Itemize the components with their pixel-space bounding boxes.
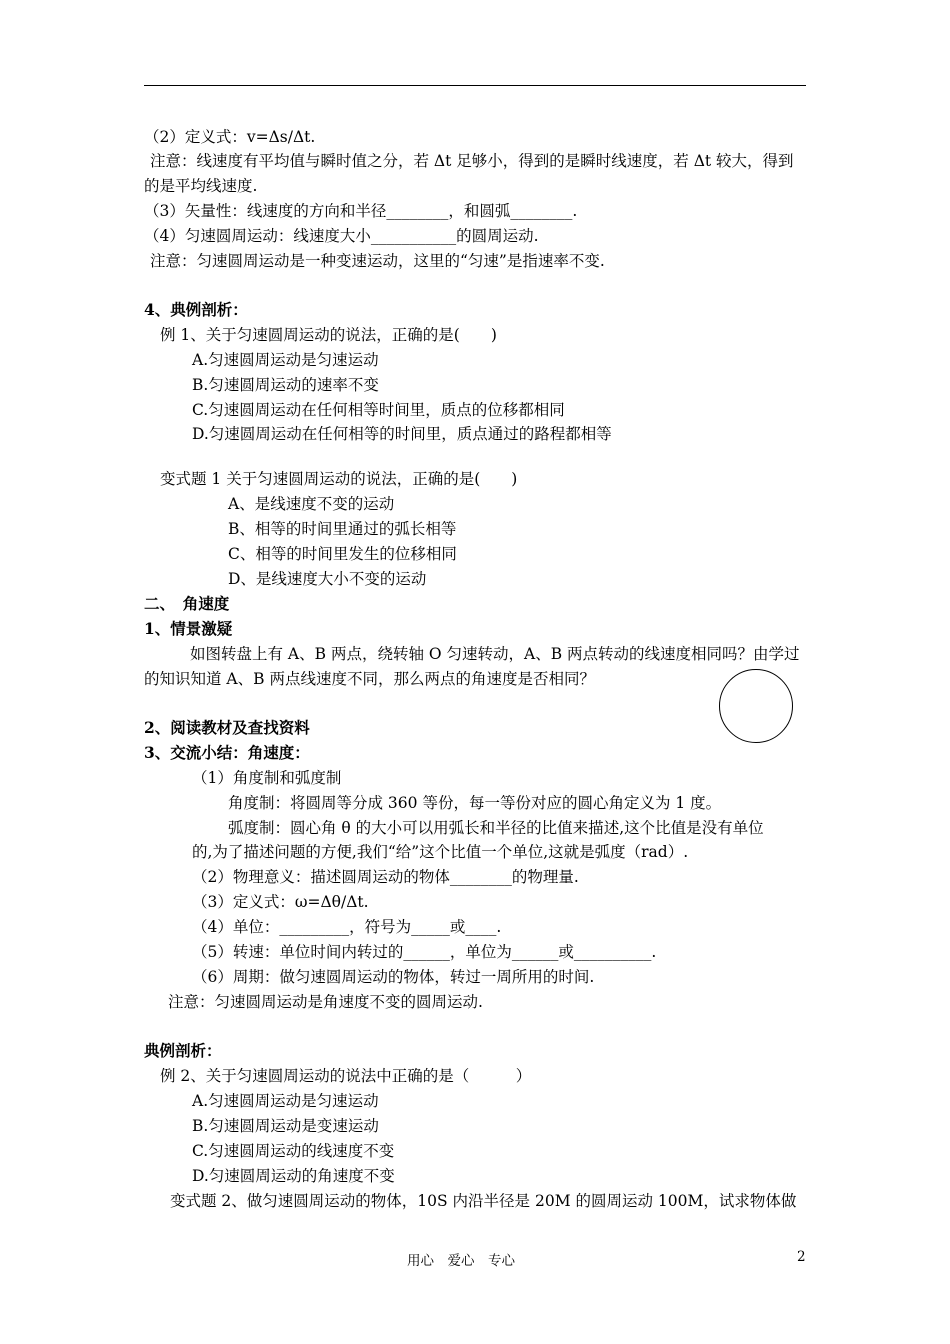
variant-1-option-d: D、是线速度大小不变的运动 [228,570,427,588]
radian-definition-cont: 的,为了描述问题的方便,我们“给”这个比值一个单位,这就是弧度（rad）. [192,843,689,861]
variant-1-option-a: A、是线速度不变的运动 [228,495,395,513]
degree-definition: 角度制：将圆周等分成 360 等份，每一等份对应的圆心角定义为 1 度。 [228,794,722,812]
item-rotation-speed: （5）转速：单位时间内转过的______，单位为______或__________. [192,943,657,961]
item-period: （6）周期：做匀速圆周运动的物体，转过一周所用的时间. [192,968,595,986]
note-constant-angular-velocity: 注意：匀速圆周运动是角速度不变的圆周运动. [168,993,483,1011]
heading-typical-examples: 典例剖析： [144,1041,222,1060]
example-2-option-d: D.匀速圆周运动的角速度不变 [192,1167,395,1185]
example-1-question: 例 1、关于匀速圆周运动的说法，正确的是( ) [160,326,497,344]
variant-1-option-b: B、相等的时间里通过的弧长相等 [228,520,457,538]
variant-2-question: 变式题 2、做匀速圆周运动的物体，10S 内沿半径是 20M 的圆周运动 100M，试求物体做 [170,1192,797,1210]
footer-motto: 用心 爱心 专心 [407,1253,515,1269]
subheading-summary: 3、交流小结：角速度： [144,743,310,762]
example-2-option-a: A.匀速圆周运动是匀速运动 [192,1092,379,1110]
note-instantaneous: 注意：线速度有平均值与瞬时值之分，若 Δt 足够小，得到的是瞬时线速度，若 Δt 较大，得到 [150,152,794,170]
page-number: 2 [797,1249,806,1265]
item-degree-radian: （1）角度制和弧度制 [192,769,342,787]
uniform-motion-line: （4）匀速圆周运动：线速度大小___________的圆周运动. [144,227,539,245]
item-unit: （4）单位：_________，符号为_____或____. [192,918,502,936]
radian-definition: 弧度制：圆心角 θ 的大小可以用弧长和半径的比值来描述,这个比值是没有单位 [228,819,764,837]
note-variable-speed: 注意：匀速圆周运动是一种变速运动，这里的“匀速”是指速率不变. [150,252,605,270]
variant-1-question: 变式题 1 关于匀速圆周运动的说法，正确的是( ) [160,470,518,488]
example-1-option-a: A.匀速圆周运动是匀速运动 [192,351,379,369]
section-heading-examples: 4、典例剖析： [144,300,248,319]
example-2-question: 例 2、关于匀速圆周运动的说法中正确的是（ ） [160,1067,532,1085]
example-1-option-b: B.匀速圆周运动的速率不变 [192,376,379,394]
item-physical-meaning: （2）物理意义：描述圆周运动的物体________的物理量. [192,868,579,886]
note-instantaneous-cont: 的是平均线速度. [144,177,258,195]
variant-1-option-c: C、相等的时间里发生的位移相同 [228,545,457,563]
header-rule [144,85,806,86]
section-heading-angular-velocity: 二、 角速度 [144,594,230,613]
example-2-option-b: B.匀速圆周运动是变速运动 [192,1117,379,1135]
def-formula-line: （2）定义式：v=Δs/Δt. [144,128,316,146]
vector-property-line: （3）矢量性：线速度的方向和半径________，和圆弧________. [144,202,578,220]
scenario-text-cont: 的知识知道 A、B 两点线速度不同，那么两点的角速度是否相同？ [144,670,595,688]
subheading-reading: 2、阅读教材及查找资料 [144,718,310,737]
scenario-text: 如图转盘上有 A、B 两点，绕转轴 O 匀速转动，A、B 两点转动的线速度相同吗？由学过 [190,645,800,663]
turntable-circle-figure [719,669,793,743]
example-1-option-c: C.匀速圆周运动在任何相等时间里，质点的位移都相同 [192,401,565,419]
example-2-option-c: C.匀速圆周运动的线速度不变 [192,1142,395,1160]
subheading-scenario: 1、情景激疑 [144,619,233,638]
item-definition-formula: （3）定义式：ω=Δθ/Δt. [192,893,369,911]
example-1-option-d: D.匀速圆周运动在任何相等的时间里，质点通过的路程都相等 [192,425,612,443]
